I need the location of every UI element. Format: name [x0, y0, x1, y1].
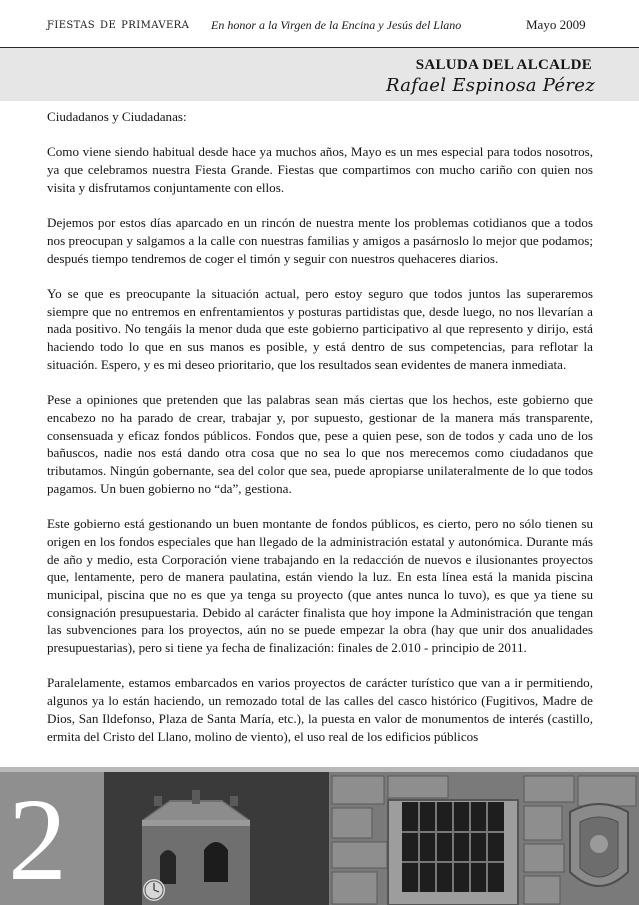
article-paragraph: Como viene siendo habitual desde hace ya muchos años, Mayo es un mes especial para todos nosotros, ya que celebramos nuestra Fiesta Grande. Fiestas que compartimos con mucho cariño con quien nos visita y disfrutamos conjuntamente con ellos. [47, 144, 593, 195]
town-photo [104, 772, 639, 905]
publication-title: ƒiestas de primavera [47, 16, 190, 32]
page-header [0, 0, 639, 42]
article-paragraph: Paralelamente, estamos embarcados en varios proyectos de carácter turístico que van a ir permitiendo, algunos ya lo están haciendo, un remozado total de las calles del casco histórico (Fugitivos, Madre de Dios, San Ildefonso, Plaza de Santa María, etc.), la puesta en valor de monumentos de interés (castillo, ermita del Cristo del Llano, molino de viento), el uso real de los edificios públicos [47, 675, 593, 744]
footer-photo-strip [0, 767, 639, 905]
page-number-box [0, 772, 104, 905]
dedication-line: En honor a la Virgen de la Encina y Jesús del Llano [211, 18, 462, 32]
issue-date: Mayo 2009 [526, 17, 586, 32]
article-paragraph: Ciudadanos y Ciudadanas: [47, 109, 187, 124]
article-paragraph: Yo se que es preocupante la situación actual, pero estoy seguro que todos juntos las superaremos siempre que no entremos en enfrentamientos y posturas partidistas que, desde luego, no nos llevarían a nada positivo. No tengáis la menor duda que este gobierno participativo al que represento y dirijo, está haciendo todo lo que en sus manos es posible, y está dentro de sus competencias, para reflotar la situación. Espero, y es mi deseo prioritario, que los resultados sean evidentes de manera inmediata. [47, 285, 593, 372]
coat-of-arms-carving [570, 804, 628, 886]
article-paragraph: Este gobierno está gestionando un buen montante de fondos públicos, es cierto, pero no sólo tienen su origen en los fondos especiales que han llegado de la administración estatal y autonómica. Durante más de año y medio, esta Corporación viene trabajando en la redacción de nuevos e ilusionantes proyectos que, lentamente, pero de manera paulatina, están viendo la luz. En esta línea está la manida piscina municipal, piscina que no es que ya tenga su proyecto (que antes nunca lo tuvo), es que ya tiene su consignación presupuestaria. Debido al carácter finalista que hoy impone la Administración que tengan las subvenciones para los proyectos, aún no se puede empezar la obra (hay que unir dos anualidades presupuestarias), pero si tiene ya fecha de finalización: finales de 2.010 - principio de 2011. [47, 516, 593, 656]
article-body [47, 108, 593, 763]
author-name: Rafael Espinosa Pérez [386, 75, 595, 96]
page-number: 2 [8, 774, 67, 905]
section-title-band [0, 47, 639, 101]
article-paragraph: Dejemos por estos días aparcado en un rincón de nuestra mente los problemas cotidianos que a todos nos preocupan y salgamos a la calle con nuestras familias y amigos a pasárnoslo lo mejor que podamos; después tiempo tendremos de coger el timón y seguir con nuestros quehaceres diarios. [47, 215, 593, 266]
section-title: SALUDA DEL ALCALDE [415, 57, 592, 73]
stone-wall [329, 772, 639, 905]
article-paragraph: Pese a opiniones que pretenden que las palabras sean más ciertas que los hechos, este gobierno que encabezo no ha parado de crear, trabajar y, por supuesto, gestionar de la manera más transparente, consensuada y eficaz fondos públicos. Fondos que, pese a quien pese, son de todos y cada uno de los bañuscos, nadie nos está dando otra cosa que no sea lo que nos merecemos como ciudadanos que tributamos. Ningún gobernante, sea del color que sea, puede apropiarse unilateralmente de lo que todos pagamos. Un buen gobierno no “da”, gestiona. [47, 392, 593, 496]
